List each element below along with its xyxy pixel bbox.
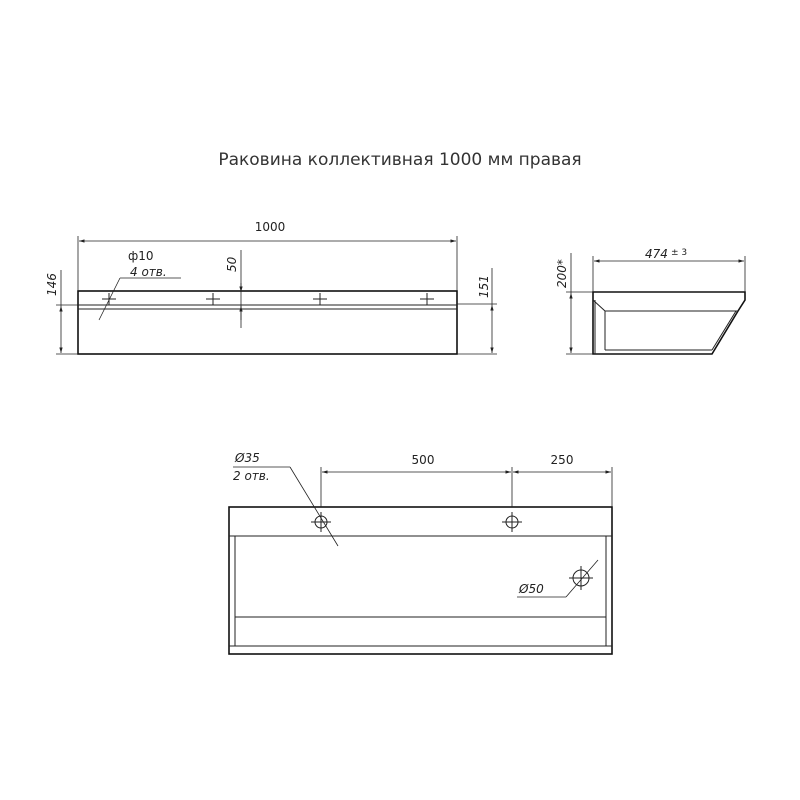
mounting-hole xyxy=(102,293,116,305)
height-right-dimension: 151 xyxy=(477,275,491,298)
side-view xyxy=(555,247,745,354)
edge-offset-dimension: 250 xyxy=(550,453,574,467)
depth-dimension: 474 xyxy=(645,247,668,261)
drain-diameter-label: Ø50 xyxy=(519,582,544,596)
mounting-hole xyxy=(313,293,327,305)
tap-hole xyxy=(502,512,522,532)
mounting-hole xyxy=(206,293,220,305)
tap-count-label: 2 отв. xyxy=(233,469,270,483)
width-dimension: 1000 xyxy=(254,220,286,234)
hole-count-label: 4 отв. xyxy=(130,265,167,279)
depth-tolerance: ± 3 xyxy=(671,248,688,258)
mounting-hole xyxy=(420,293,434,305)
hole-diameter-label: ф10 xyxy=(128,249,154,263)
drawing-title: Раковина коллективная 1000 мм правая xyxy=(218,150,582,170)
mounting-holes xyxy=(102,293,434,305)
height-left-dimension: 146 xyxy=(45,273,59,296)
top-view xyxy=(229,451,612,654)
front-view xyxy=(45,220,497,354)
tap-spacing-dimension: 500 xyxy=(411,453,435,467)
front-body xyxy=(78,291,457,354)
tap-diameter-label: Ø35 xyxy=(235,451,260,465)
side-body xyxy=(593,292,745,354)
hole-offset-dimension: 50 xyxy=(225,256,239,272)
height-dimension: 200* xyxy=(555,259,569,288)
top-outline xyxy=(229,507,612,654)
